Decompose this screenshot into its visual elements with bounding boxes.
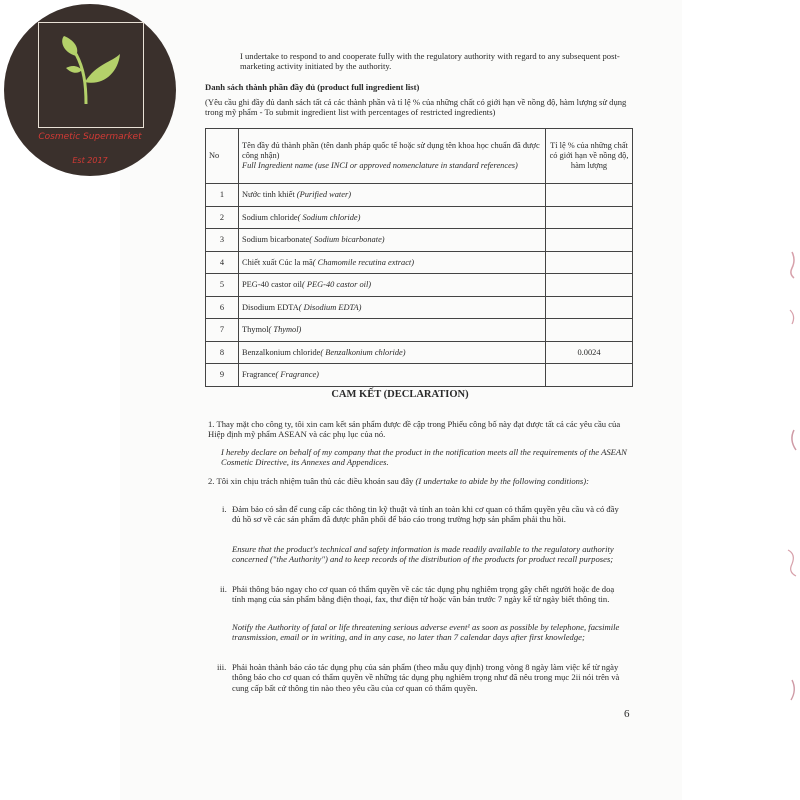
- column-header-name-en: Full Ingredient name (use INCI or approved nomenclature in standard references): [242, 161, 518, 170]
- row-no: 5: [206, 274, 239, 297]
- leaf-icon: [56, 34, 126, 110]
- table-row: [206, 341, 633, 364]
- row-no: 2: [206, 206, 239, 229]
- ingredients-heading: [205, 82, 625, 92]
- ingredient-inci: (Purified water): [296, 190, 351, 200]
- declaration-item-1-en: I hereby declare on behalf of my company that the product in the notification meets all the requirements of the ASEAN Cosmetic Directive, its Annexes and Appendices.: [221, 447, 627, 468]
- row-percentage: [546, 229, 633, 252]
- ingredient-name: Thymol: [242, 325, 269, 335]
- declaration-item-2-vn: 2. Tôi xin chịu trách nhiệm tuân thủ các điều khoản sau đây: [208, 476, 414, 486]
- ingredients-heading-vn: Danh sách thành phần đầy đủ: [205, 82, 316, 92]
- ingredients-heading-en: (product full ingredient list): [317, 82, 420, 92]
- ingredient-inci: ( Thymol): [268, 325, 302, 335]
- row-ingredient: [239, 229, 546, 252]
- column-header-name: [239, 129, 546, 184]
- table-row: [206, 206, 633, 229]
- ingredient-name: Nước tinh khiết: [242, 190, 295, 200]
- row-percentage: [546, 251, 633, 274]
- ingredient-name: Sodium bicarbonate: [242, 235, 310, 245]
- row-percentage: [546, 319, 633, 342]
- row-ingredient: [239, 319, 546, 342]
- table-row: [206, 229, 633, 252]
- page-edge-decoration: [780, 250, 800, 730]
- row-ingredient: [239, 274, 546, 297]
- row-percentage: [546, 364, 633, 387]
- row-ingredient: [239, 251, 546, 274]
- condition-iii-number: iii.: [217, 662, 227, 672]
- row-ingredient: [239, 184, 546, 207]
- column-header-limit: Tỉ lệ % của những chất có giới hạn về nồng độ, hàm lượng: [546, 129, 633, 184]
- table-row: [206, 364, 633, 387]
- ingredient-inci: ( Benzalkonium chloride): [320, 347, 406, 357]
- declaration-item-1-vn: 1. Thay mặt cho công ty, tôi xin cam kết sản phẩm được đề cập trong Phiếu công bố này đạt được tất cả các yêu cầu của Hiệp định mỹ phẩm ASEAN và các phụ lục của nó.: [208, 419, 621, 440]
- column-header-no: No: [206, 129, 239, 184]
- ingredient-name: Chiết xuất Cúc la mã: [242, 257, 313, 267]
- intro-undertaking: I undertake to respond to and cooperate fully with the regulatory authority with regard to any subsequent post-marketing activity initiated by the authority.: [240, 51, 620, 72]
- condition-ii-en: Notify the Authority of fatal or life threatening serious adverse event¹ as soon as possible by telephone, facsimile transmission, email or in writing, and in any case, no later than 7 calendar days after first knowledge;: [232, 622, 620, 643]
- declaration-title: CAM KẾT (DECLARATION): [331, 389, 469, 400]
- row-percentage: 0.0024: [546, 341, 633, 364]
- condition-iii-vn: Phải hoàn thành báo cáo tác dụng phụ của sản phẩm (theo mẫu quy định) trong vòng 8 ngày làm việc kể từ ngày thông báo cho cơ quan có thẩm quyền về những tác dụng phụ nghiêm trọng như đã nêu trong mục 2ii nói trên và cung cấp bất cứ thông tin nào theo yêu cầu của cơ quan có thẩm quyền.: [232, 662, 620, 693]
- table-header-row: [206, 129, 633, 184]
- ingredient-inci: ( Sodium bicarbonate): [309, 235, 385, 245]
- row-ingredient: [239, 364, 546, 387]
- column-header-name-vn: Tên đầy đủ thành phần (tên danh pháp quốc tế hoặc sử dụng tên khoa học chuẩn đã được công nhận): [242, 141, 540, 160]
- ingredient-name: PEG-40 castor oil: [242, 280, 303, 290]
- row-no: 7: [206, 319, 239, 342]
- row-percentage: [546, 296, 633, 319]
- table-row: [206, 184, 633, 207]
- table-row: [206, 319, 633, 342]
- ingredient-name: Fragrance: [242, 370, 276, 380]
- logo-brand-text: Cosmetic Supermarket: [38, 132, 142, 142]
- condition-i-number: i.: [222, 504, 227, 514]
- table-row: [206, 296, 633, 319]
- brand-logo: [4, 4, 176, 176]
- ingredient-inci: ( Fragrance): [275, 370, 319, 380]
- ingredient-inci: ( Sodium chloride): [297, 212, 361, 222]
- row-no: 9: [206, 364, 239, 387]
- condition-ii-number: ii.: [220, 584, 227, 594]
- row-percentage: [546, 184, 633, 207]
- ingredient-name: Disodium EDTA: [242, 302, 299, 312]
- ingredient-name: Benzalkonium chloride: [242, 347, 321, 357]
- table-row: [206, 274, 633, 297]
- condition-ii-vn: Phải thông báo ngay cho cơ quan có thẩm quyền về các tác dụng phụ nghiêm trọng gây chết người hoặc đe doạ tính mạng của sản phẩm bằng điện thoại, fax, thư điện tử hoặc văn bản trước 7 ngày kể từ ngày biết thông tin.: [232, 584, 615, 605]
- row-no: 1: [206, 184, 239, 207]
- ingredient-inci: ( Chamomile recutina extract): [312, 257, 415, 267]
- ingredient-inci: ( PEG-40 castor oil): [302, 280, 372, 290]
- row-no: 6: [206, 296, 239, 319]
- row-no: 8: [206, 341, 239, 364]
- row-percentage: [546, 206, 633, 229]
- condition-i-vn: Đảm bảo có sẵn để cung cấp các thông tin kỹ thuật và tính an toàn khi cơ quan có thẩm quyền yêu cầu và có đầy đủ hồ sơ về các sản phẩm đã được phân phối để báo cáo trong trường hợp sản phẩm phải thu hồi.: [232, 504, 619, 525]
- row-no: 4: [206, 251, 239, 274]
- condition-i-en: Ensure that the product's technical and safety information is made readily available to the regulatory authority concerned ("the Authority") and to keep records of the distribution of the products for product recall purposes;: [232, 544, 614, 565]
- ingredient-name: Sodium chloride: [242, 212, 298, 222]
- page-number: 6: [624, 708, 630, 720]
- row-ingredient: [239, 341, 546, 364]
- row-ingredient: [239, 206, 546, 229]
- row-no: 3: [206, 229, 239, 252]
- row-ingredient: [239, 296, 546, 319]
- row-percentage: [546, 274, 633, 297]
- declaration-item-2-en: (I undertake to abide by the following conditions):: [415, 476, 589, 486]
- ingredients-note: (Yêu cầu ghi đầy đủ danh sách tất cả các thành phần và tỉ lệ % của những chất có giới hạn về nồng độ, hàm lượng sử dụng trong mỹ phẩm - To submit ingredient list with percentages of restricted ingredients): [205, 97, 627, 118]
- ingredient-table: [205, 128, 633, 387]
- declaration-item-2: [208, 476, 628, 486]
- table-row: [206, 251, 633, 274]
- ingredient-inci: ( Disodium EDTA): [298, 302, 362, 312]
- logo-est-text: Est 2017: [72, 156, 108, 165]
